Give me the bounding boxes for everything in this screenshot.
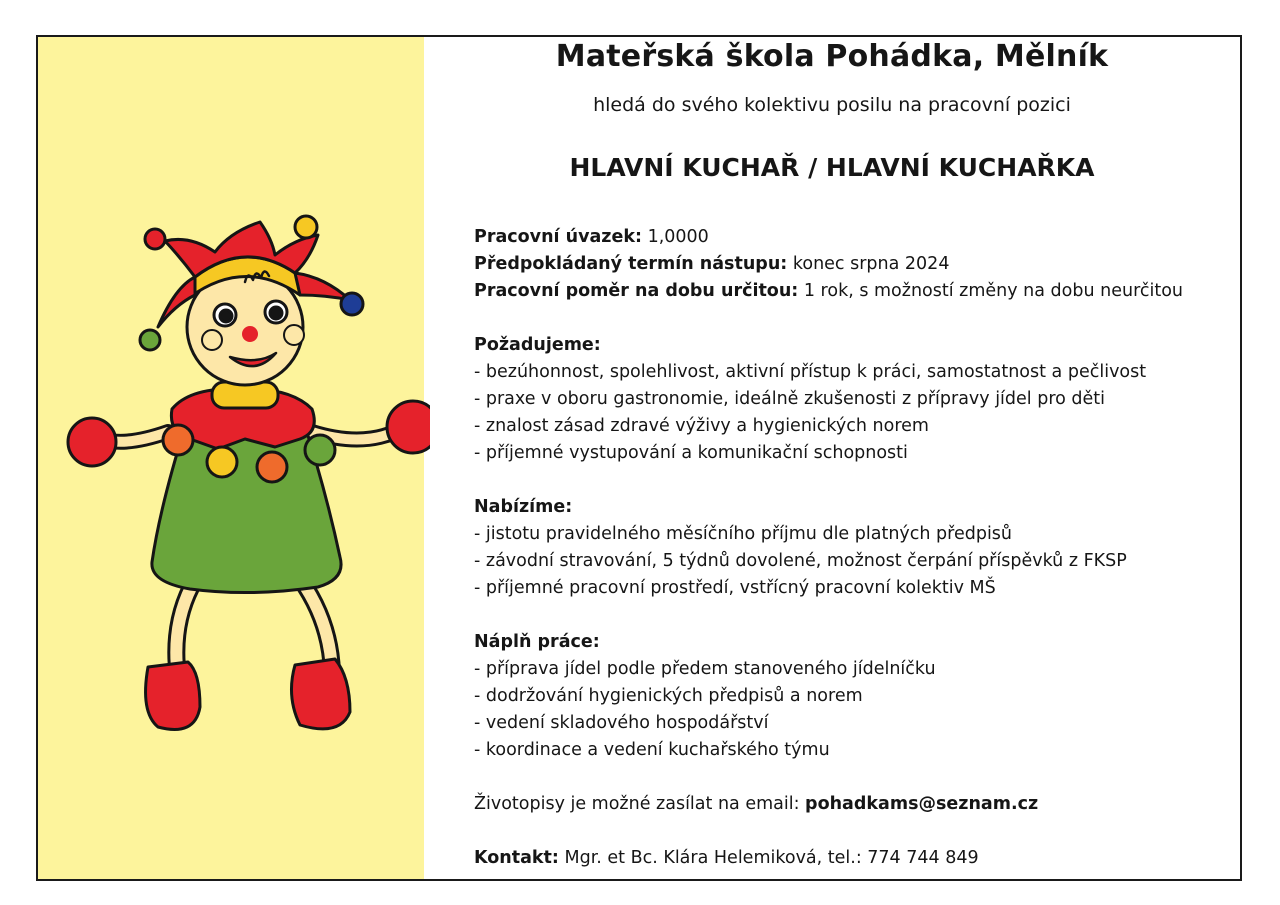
subtitle: hledá do svého kolektivu posilu na pracovní pozici — [593, 94, 1071, 116]
list-item: - příprava jídel podle předem stanoveného jídelníčku — [474, 659, 936, 679]
illustration-panel — [38, 37, 424, 879]
jester-illustration — [50, 177, 430, 737]
list-item: - koordinace a vedení kuchařského týmu — [474, 740, 830, 760]
list-item: - praxe v oboru gastronomie, ideálně zkušenosti z přípravy jídel pro děti — [474, 389, 1105, 409]
job-details — [474, 224, 1234, 872]
cv-line: Životopisy je možné zasílat na email: pohadkams@seznam.cz — [474, 794, 1039, 814]
duties-heading: Náplň práce: — [474, 632, 600, 652]
content-area — [424, 37, 1240, 879]
list-item: - závodní stravování, 5 týdnů dovolené, možnost čerpání příspěvků z FKSP — [474, 551, 1127, 571]
list-item: - znalost zásad zdravé výživy a hygienických norem — [474, 416, 929, 436]
list-item: - vedení skladového hospodářství — [474, 713, 769, 733]
left-shoe — [146, 662, 200, 730]
list-item: - jistotu pravidelného měsíčního příjmu dle platných předpisů — [474, 524, 1013, 544]
detail-contract: Pracovní poměr na dobu určitou: 1 rok, s možností změny na dobu neurčitou — [474, 281, 1184, 301]
flyer-frame — [36, 35, 1242, 881]
list-item: - dodržování hygienických předpisů a norem — [474, 686, 863, 706]
list-item: - bezúhonnost, spolehlivost, aktivní přístup k práci, samostatnost a pečlivost — [474, 362, 1147, 382]
contact-line: Kontakt: Mgr. et Bc. Klára Helemiková, tel.: 774 744 849 — [474, 848, 979, 868]
requirements-heading: Požadujeme: — [474, 335, 601, 355]
email-link[interactable]: pohadkams@seznam.cz — [805, 794, 1039, 814]
offer-heading: Nabízíme: — [474, 497, 573, 517]
jester-nose — [242, 326, 258, 342]
position-title: HLAVNÍ KUCHAŘ / HLAVNÍ KUCHAŘKA — [569, 153, 1095, 182]
list-item: - příjemné pracovní prostředí, vstřícný pracovní kolektiv MŠ — [474, 578, 996, 598]
left-hand-ball — [68, 418, 116, 466]
right-shoe — [291, 659, 350, 729]
list-item: - příjemné vystupování a komunikační schopnosti — [474, 443, 908, 463]
school-title: Mateřská škola Pohádka, Mělník — [555, 39, 1109, 74]
detail-workload: Pracovní úvazek: 1,0000 — [474, 227, 709, 247]
detail-start-date: Předpokládaný termín nástupu: konec srpna 2024 — [474, 254, 950, 274]
